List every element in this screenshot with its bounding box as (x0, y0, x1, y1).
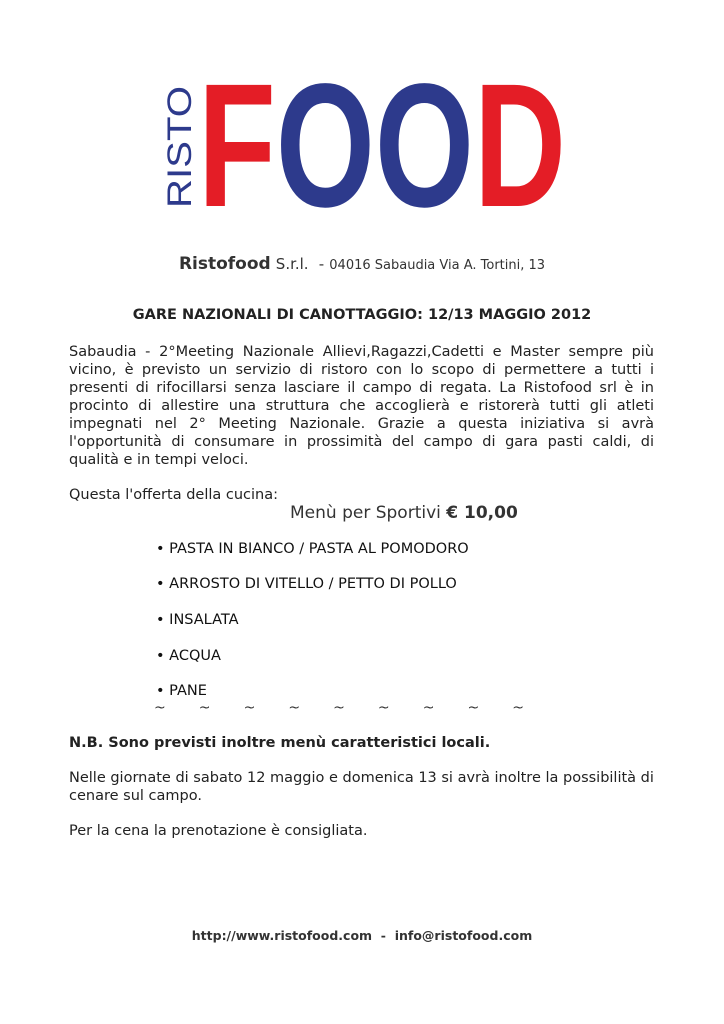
menu-title-text: Menù per Sportivi (290, 503, 441, 523)
menu-item: • ACQUA (156, 648, 221, 664)
company-name: Ristofood (178, 254, 271, 274)
company-legal-form: S.r.l. (275, 255, 309, 273)
menu-item: • PANE (156, 683, 207, 699)
tilde: ~ (333, 700, 345, 716)
logo-risto-text: RISTO (161, 104, 199, 208)
tilde-divider (154, 700, 524, 716)
logo-food-text: FOOD (198, 48, 602, 244)
event-title: GARE NAZIONALI DI CANOTTAGGIO: 12/13 MAGGIO 2012 (132, 307, 592, 323)
email-link[interactable]: info@ristofood.com (394, 928, 533, 943)
company-separator: - (318, 255, 325, 273)
menu-title (290, 503, 518, 523)
tilde: ~ (288, 700, 301, 716)
tilde: ~ (198, 700, 211, 716)
company-address: 04016 Sabaudia Via A. Tortini, 13 (329, 258, 546, 273)
footer-contacts (0, 928, 724, 943)
tilde: ~ (154, 700, 166, 716)
local-menu-note: N.B. Sono previsti inoltre menù caratteristici locali. (69, 735, 491, 751)
tilde: ~ (467, 700, 480, 716)
website-link[interactable]: http://www.ristofood.com (191, 928, 373, 943)
menu-item: • ARROSTO DI VITELLO / PETTO DI POLLO (156, 576, 457, 592)
tilde: ~ (377, 700, 390, 716)
menu-item: • INSALATA (156, 612, 239, 628)
offer-label: Questa l'offerta della cucina: (69, 487, 278, 503)
tilde: ~ (243, 700, 256, 716)
dinner-info-paragraph: Nelle giornate di sabato 12 maggio e domenica 13 si avrà inoltre la possibilità di cenare sul campo. (69, 770, 654, 804)
reservation-note: Per la cena la prenotazione è consigliata. (69, 823, 368, 839)
ristofood-logo (160, 48, 602, 244)
menu-price: € 10,00 (446, 503, 518, 523)
tilde: ~ (422, 700, 435, 716)
menu-item: • PASTA IN BIANCO / PASTA AL POMODORO (156, 541, 469, 557)
footer-separator: - (380, 928, 386, 943)
intro-paragraph: Sabaudia - 2°Meeting Nazionale Allievi,Ragazzi,Cadetti e Master sempre più vicino, è previsto un servizio di ristoro con lo scopo di permettere a tutti i presenti di rifocillarsi senza lasciare il campo di regata. La Ristofood srl è in procinto di allestire una struttura che accoglierà e ristorerà tutti gli atleti impegnati nel 2° Meeting Nazionale. Grazie a questa iniziativa si avrà l'opportunità di consumare in prossimità del campo di gara pasti caldi, di qualità e in tempi veloci. (69, 344, 654, 468)
company-header (0, 254, 724, 274)
tilde: ~ (512, 700, 524, 716)
